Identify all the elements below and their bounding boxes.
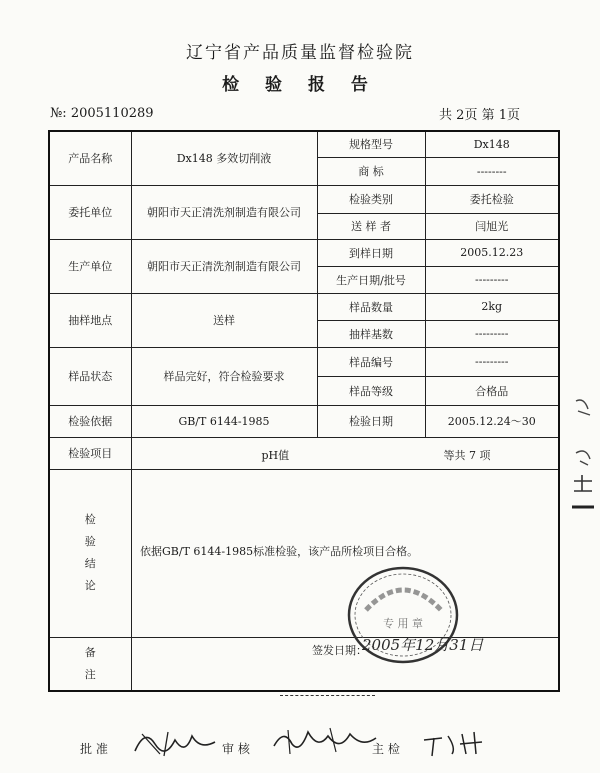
producer-label: 生产单位 (49, 239, 131, 293)
conclusion-char-2: 验 (84, 535, 96, 548)
test-type-label: 检验类别 (317, 185, 425, 213)
remarks-label-chars (85, 642, 96, 686)
brand-value: -------- (425, 157, 559, 185)
conclusion-text: 依据GB/T 6144-1985标准检验，该产品所检项目合格。 (140, 545, 419, 558)
approve-signature (130, 726, 220, 760)
report-title: 检 验 报 告 (222, 75, 378, 95)
remarks-char-1: 备 (84, 645, 96, 659)
sender-label: 送 样 者 (317, 213, 425, 239)
items-cell (131, 437, 559, 469)
conclusion-char-4: 论 (84, 579, 96, 592)
approve-label: 批 准 (80, 742, 108, 756)
spec-value: Dx148 (425, 131, 559, 157)
sample-state-value: 样品完好，符合检验要求 (131, 347, 317, 405)
conclusion-label-chars (85, 509, 96, 597)
sender-value: 闫旭光 (425, 213, 559, 239)
test-date-label: 检验日期 (317, 405, 425, 437)
sample-grade-value: 合格品 (425, 376, 559, 405)
arrival-date-label: 到样日期 (317, 239, 425, 266)
test-type-value: 委托检验 (425, 185, 559, 213)
remarks-dash-line (280, 695, 375, 696)
review-label: 审 核 (222, 742, 250, 756)
sample-no-label: 样品编号 (317, 347, 425, 376)
arrival-date-value: 2005.12.23 (425, 239, 559, 266)
items-label: 检验项目 (49, 437, 131, 469)
side-stamp-fragment (572, 395, 594, 515)
prod-date-value: --------- (425, 266, 559, 293)
basis-label: 检验依据 (49, 405, 131, 437)
items-count: 等共 7 项 (443, 448, 491, 462)
sample-grade-label: 样品等级 (317, 376, 425, 405)
inspect-signature (420, 728, 490, 758)
institute-name: 辽宁省产品质量监督检验院 (186, 43, 414, 63)
sample-qty-label: 样品数量 (317, 293, 425, 320)
brand-label: 商 标 (317, 157, 425, 185)
inspect-label: 主 检 (372, 742, 400, 756)
remarks-char-2: 注 (84, 667, 96, 681)
sign-date-handwritten: 2005年12月31日 (362, 636, 484, 654)
sampling-base-label: 抽样基数 (317, 320, 425, 347)
conclusion-char-1: 检 (84, 513, 96, 526)
product-name-label: 产品名称 (49, 131, 131, 185)
sign-date-label: 签发日期： (312, 644, 367, 657)
remarks-label (49, 637, 131, 691)
sampling-place-value: 送样 (131, 293, 317, 347)
producer-value: 朝阳市天正清洗剂制造有限公司 (131, 239, 317, 293)
product-name-value: Dx148 多效切削液 (131, 131, 317, 185)
test-date-value: 2005.12.24～30 (425, 405, 559, 437)
svg-text:专 用 章: 专 用 章 (383, 617, 423, 630)
conclusion-label (49, 469, 131, 637)
sample-qty-value: 2kg (425, 293, 559, 320)
basis-value: GB/T 6144-1985 (131, 405, 317, 437)
review-signature (270, 724, 380, 758)
page-count: 共 2页 第 1页 (439, 108, 520, 123)
client-value: 朝阳市天正清洗剂制造有限公司 (131, 185, 317, 239)
report-number: №: 2005110289 (50, 106, 154, 121)
sampling-place-label: 抽样地点 (49, 293, 131, 347)
conclusion-char-3: 结 (84, 557, 96, 570)
sample-state-label: 样品状态 (49, 347, 131, 405)
sampling-base-value: --------- (425, 320, 559, 347)
prod-date-label: 生产日期/批号 (317, 266, 425, 293)
items-value: pH值 (261, 448, 290, 462)
sample-no-value: --------- (425, 347, 559, 376)
client-label: 委托单位 (49, 185, 131, 239)
report-table (48, 130, 560, 692)
spec-label: 规格型号 (317, 131, 425, 157)
